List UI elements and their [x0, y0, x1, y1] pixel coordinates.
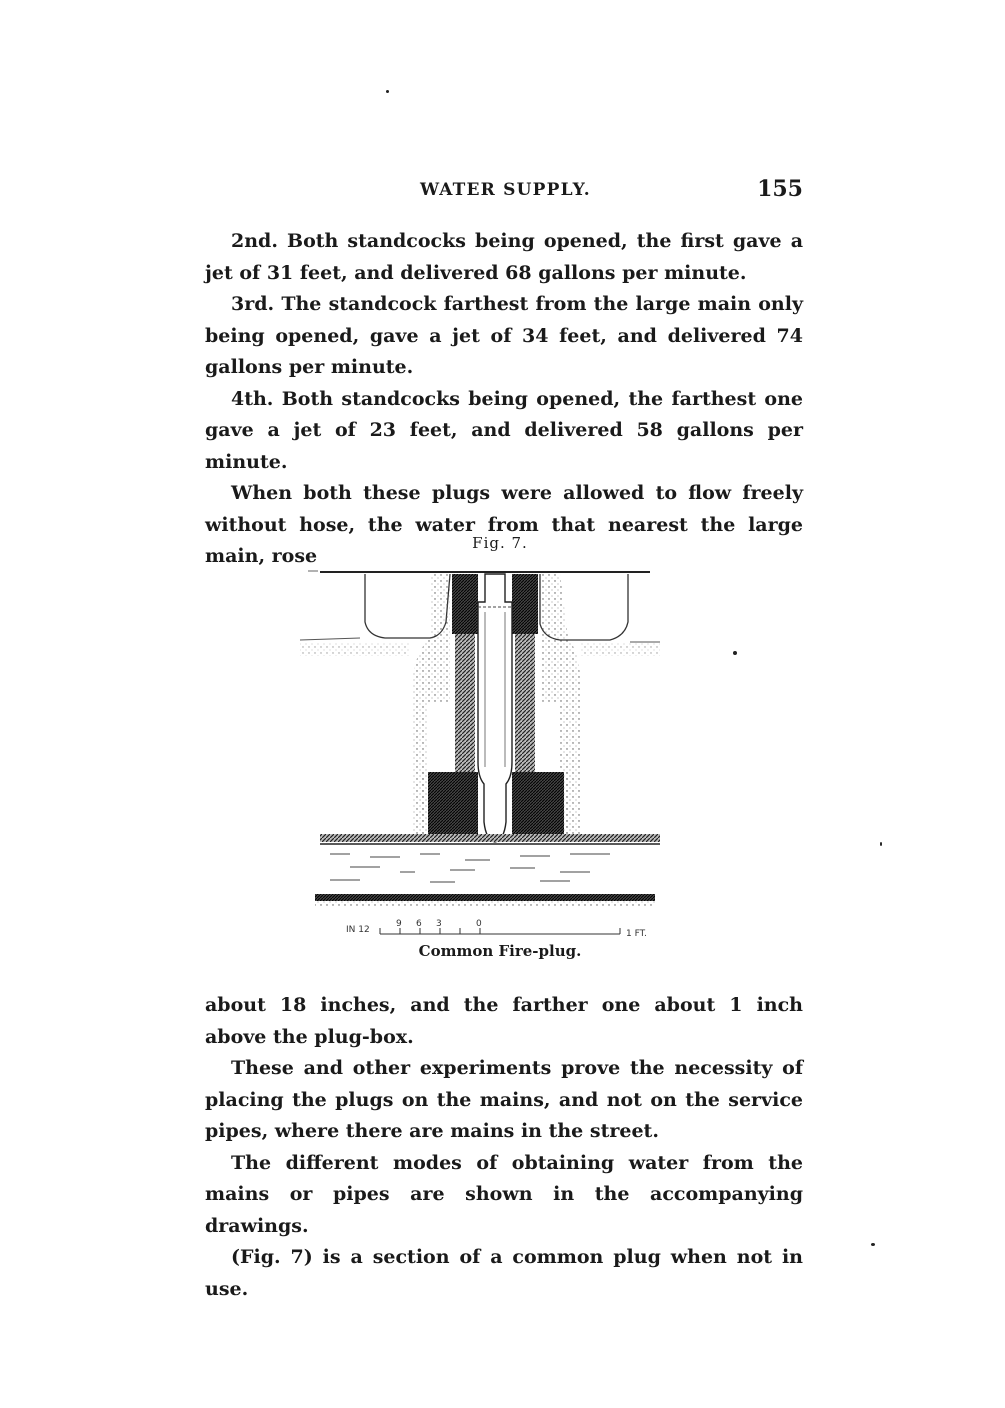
- scan-speck: [733, 651, 737, 655]
- paragraph-4th: 4th. Both standcocks being opened, the farthest one gave a jet of 23 feet, and delivered 58 gallons per minute.: [205, 387, 803, 473]
- scale-mark-9: 9: [396, 919, 402, 929]
- plug-box-wall-left: [452, 574, 478, 634]
- scan-speck: [386, 90, 389, 93]
- paragraph-fig7-ref: (Fig. 7) is a section of a common plug when not in use.: [205, 1246, 803, 1300]
- text-block-upper: [205, 226, 803, 573]
- figure-fire-plug: [290, 534, 670, 974]
- plug-shaft: [478, 574, 512, 842]
- plug-box-wall-right: [512, 574, 538, 634]
- paragraph-2nd: 2nd. Both standcocks being opened, the first gave a jet of 31 feet, and delivered 68 gallons per minute.: [205, 230, 803, 284]
- figure-caption: Common Fire-plug.: [418, 942, 582, 960]
- scan-speck: [880, 842, 882, 846]
- main-pipe-top: [320, 834, 660, 842]
- fire-plug-section-drawing: [290, 562, 710, 942]
- page-number: 155: [757, 176, 803, 202]
- scan-speck: [871, 1243, 875, 1246]
- scale-label-right: 1 FT.: [626, 929, 647, 939]
- scale-label-left: IN 12: [346, 925, 370, 935]
- paragraph-modes: The different modes of obtaining water from the mains or pipes are shown in the accompanying drawings.: [205, 1151, 803, 1237]
- main-pipe-bottom: [315, 894, 655, 901]
- scale-mark-3: 3: [436, 919, 442, 929]
- paragraph-experiments: These and other experiments prove the necessity of placing the plugs on the mains, and not on the service pipes, where there are mains in the street.: [205, 1057, 803, 1142]
- paragraph-plugs-flow: When both these plugs were allowed to flow freely without hose, the water from that nearest the large main, rose: [205, 482, 803, 567]
- scale-mark-6: 6: [416, 919, 422, 929]
- paragraph-3rd: 3rd. The standcock farthest from the large main only being opened, gave a jet of 34 feet, and delivered 74 gallons per minute.: [205, 293, 803, 378]
- water-in-main: [330, 854, 610, 882]
- plug-base-right: [512, 772, 564, 842]
- text-block-lower: [205, 990, 803, 1305]
- page-header: [205, 178, 803, 206]
- scale-mark-0: 0: [476, 919, 482, 929]
- plug-base-left: [428, 772, 478, 842]
- paragraph-continuation: about 18 inches, and the farther one about 1 inch above the plug-box.: [205, 994, 803, 1048]
- figure-label: Fig. 7.: [472, 534, 528, 552]
- running-head: WATER SUPPLY.: [420, 180, 591, 200]
